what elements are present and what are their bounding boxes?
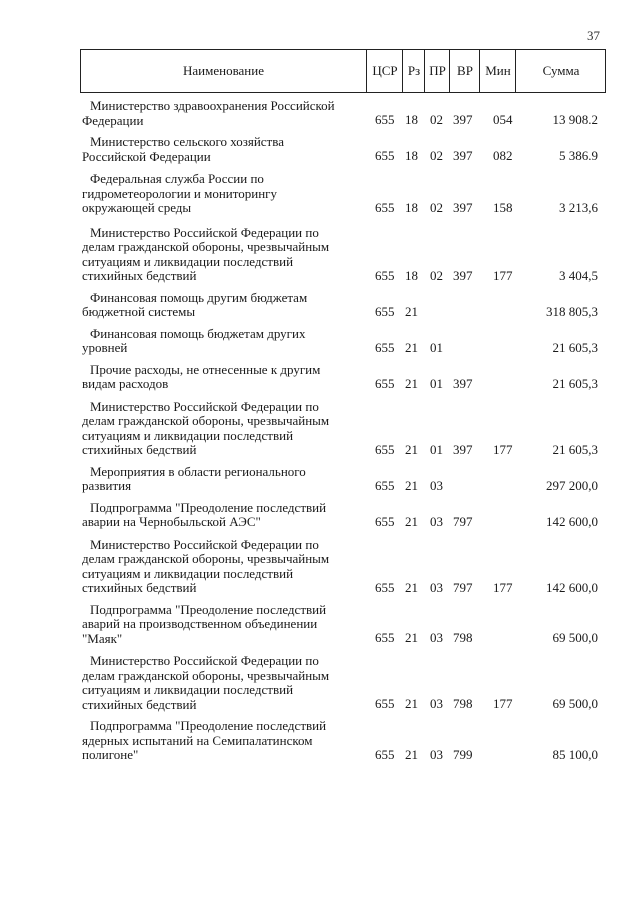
row-name-line: Прочие расходы, не отнесенные к другим xyxy=(90,361,321,377)
row-name-line: ситуациям и ликвидации последствий xyxy=(82,565,294,581)
cell-sum: 5 386.9 xyxy=(559,148,598,163)
row-name-line: Федерации xyxy=(82,112,144,128)
row-name-line: Финансовая помощь другим бюджетам xyxy=(90,289,308,305)
row-name-line: Министерство Российской Федерации по xyxy=(90,224,319,240)
cell-csr: 655 xyxy=(375,199,395,215)
table-row xyxy=(80,361,606,392)
row-name-line: Финансовая помощь бюджетам других xyxy=(90,325,306,341)
table-row xyxy=(80,398,606,458)
cell-vr: 397 xyxy=(453,267,473,283)
cell-vr: 397 xyxy=(453,112,473,127)
cell-rz: 21 xyxy=(405,579,418,595)
cell-pr: 02 xyxy=(430,112,443,127)
cell-vr: 397 xyxy=(453,199,473,215)
cell-rz: 18 xyxy=(405,148,418,163)
cell-sum: 13 908.2 xyxy=(552,112,598,127)
cell-sum: 21 605,3 xyxy=(552,375,598,391)
page-number: 37 xyxy=(587,28,600,43)
cell-rz: 21 xyxy=(405,303,418,319)
cell-sum: 3 213,6 xyxy=(559,199,598,215)
cell-min: 177 xyxy=(493,696,513,711)
cell-vr: 799 xyxy=(453,746,473,762)
cell-pr: 03 xyxy=(430,746,443,762)
cell-rz: 21 xyxy=(405,441,418,457)
cell-pr: 01 xyxy=(430,339,443,355)
row-name-line: "Маяк" xyxy=(82,630,123,646)
header-sum: Сумма xyxy=(515,50,606,92)
table-row xyxy=(80,652,606,712)
row-name-line: полигоне" xyxy=(82,747,139,762)
cell-pr: 01 xyxy=(430,441,443,457)
cell-rz: 21 xyxy=(405,696,418,711)
cell-csr: 655 xyxy=(375,696,395,711)
table-row xyxy=(80,601,606,647)
cell-sum: 318 805,3 xyxy=(546,303,598,319)
cell-min: 054 xyxy=(493,112,513,127)
header-rz: Рз xyxy=(402,50,425,92)
cell-sum: 21 605,3 xyxy=(552,441,598,457)
cell-csr: 655 xyxy=(375,375,395,391)
cell-csr: 655 xyxy=(375,746,395,762)
row-name-line: Министерство Российской Федерации по xyxy=(90,653,319,668)
cell-vr: 397 xyxy=(453,375,473,391)
cell-pr: 02 xyxy=(430,267,443,283)
header-csr: ЦСР xyxy=(366,50,403,92)
row-name-line: Министерство здравоохранения Российской xyxy=(90,98,335,113)
row-name-line: стихийных бедствий xyxy=(82,696,197,712)
row-name-line: бюджетной системы xyxy=(82,304,196,319)
row-name-line: делам гражданской обороны, чрезвычайным xyxy=(82,413,330,428)
cell-rz: 21 xyxy=(405,630,418,645)
row-name-line: ситуациям и ликвидации последствий xyxy=(82,427,294,443)
cell-csr: 655 xyxy=(375,112,395,127)
cell-sum: 142 600,0 xyxy=(546,579,598,595)
row-name-line: стихийных бедствий xyxy=(82,442,197,457)
row-name-line: гидрометеорологии и мониторингу xyxy=(82,185,278,201)
row-name-line: делам гражданской обороны, чрезвычайным xyxy=(82,239,330,254)
cell-csr: 655 xyxy=(375,513,395,529)
cell-csr: 655 xyxy=(375,477,395,493)
cell-vr: 798 xyxy=(453,630,473,645)
cell-rz: 21 xyxy=(405,746,418,762)
cell-pr: 01 xyxy=(430,375,443,391)
row-name-line: Министерство сельского хозяйства xyxy=(90,134,284,149)
cell-csr: 655 xyxy=(375,441,395,457)
header-min: Мин xyxy=(479,50,516,92)
row-name-line: Российской Федерации xyxy=(82,148,211,164)
row-name-line: аварий на производственном объединении xyxy=(82,616,318,631)
row-name-line: Подпрограмма "Преодоление последствий xyxy=(90,601,327,617)
cell-vr: 397 xyxy=(453,148,473,163)
row-name-line: делам гражданской обороны, чрезвычайным xyxy=(82,667,330,683)
table-row xyxy=(80,499,606,530)
cell-sum: 297 200,0 xyxy=(546,477,598,493)
cell-csr: 655 xyxy=(375,148,395,163)
cell-min: 177 xyxy=(493,441,513,457)
cell-csr: 655 xyxy=(375,303,395,319)
cell-pr: 03 xyxy=(430,630,443,645)
table-row xyxy=(80,224,606,284)
cell-sum: 21 605,3 xyxy=(552,339,598,355)
cell-vr: 798 xyxy=(453,696,473,711)
table-row xyxy=(80,717,606,763)
table-header xyxy=(80,49,606,93)
cell-rz: 21 xyxy=(405,375,418,391)
cell-pr: 03 xyxy=(430,477,443,493)
cell-pr: 02 xyxy=(430,148,443,163)
header-vr: ВР xyxy=(449,50,480,92)
cell-csr: 655 xyxy=(375,339,395,355)
cell-csr: 655 xyxy=(375,630,395,645)
cell-pr: 03 xyxy=(430,696,443,711)
row-name-line: Подпрограмма "Преодоление последствий xyxy=(90,499,327,515)
header-name: Наименование xyxy=(183,62,264,78)
cell-sum: 142 600,0 xyxy=(546,513,598,529)
cell-pr: 03 xyxy=(430,579,443,595)
row-name-line: делам гражданской обороны, чрезвычайным xyxy=(82,551,330,566)
cell-vr: 797 xyxy=(453,579,473,595)
row-name-line: аварии на Чернобыльской АЭС" xyxy=(82,514,261,529)
cell-min: 177 xyxy=(493,267,513,283)
table-row xyxy=(80,463,606,494)
cell-sum: 3 404,5 xyxy=(559,267,598,283)
row-name-line: Федеральная служба России по xyxy=(90,171,264,186)
row-name-line: Мероприятия в области регионального xyxy=(90,463,306,479)
table-row xyxy=(80,133,606,164)
cell-min: 082 xyxy=(493,148,513,163)
row-name-line: стихийных бедствий xyxy=(82,268,197,283)
cell-rz: 18 xyxy=(405,112,418,127)
row-name-line: стихийных бедствий xyxy=(82,580,197,595)
cell-sum: 69 500,0 xyxy=(552,696,598,711)
cell-sum: 85 100,0 xyxy=(552,746,598,762)
row-name-line: ядерных испытаний на Семипалатинском xyxy=(82,732,313,748)
row-name-line: развития xyxy=(82,478,132,493)
row-name-line: Подпрограмма "Преодоление последствий xyxy=(90,718,327,733)
cell-min: 177 xyxy=(493,579,513,595)
cell-rz: 21 xyxy=(405,339,418,355)
table-row xyxy=(80,97,606,128)
table-body xyxy=(80,97,606,763)
table-row xyxy=(80,170,606,216)
row-name-line: уровней xyxy=(82,340,128,355)
cell-rz: 18 xyxy=(405,199,418,215)
cell-csr: 655 xyxy=(375,579,395,595)
row-name-line: видам расходов xyxy=(82,376,169,391)
row-name-line: ситуациям и ликвидации последствий xyxy=(82,253,294,269)
row-name-line: окружающей среды xyxy=(82,200,192,215)
cell-vr: 797 xyxy=(453,513,473,529)
table-row xyxy=(80,325,606,356)
cell-vr: 397 xyxy=(453,441,473,457)
cell-min: 158 xyxy=(493,199,513,215)
cell-pr: 03 xyxy=(430,513,443,529)
budget-table xyxy=(80,49,606,763)
cell-rz: 18 xyxy=(405,267,418,283)
row-name-line: ситуациям и ликвидации последствий xyxy=(82,682,294,697)
row-name-line: Министерство Российской Федерации по xyxy=(90,398,319,414)
cell-csr: 655 xyxy=(375,267,395,283)
row-name-line: Министерство Российской Федерации по xyxy=(90,536,319,552)
cell-rz: 21 xyxy=(405,513,418,529)
cell-pr: 02 xyxy=(430,199,443,215)
table-row xyxy=(80,289,606,320)
cell-sum: 69 500,0 xyxy=(552,630,598,645)
header-pr: ПР xyxy=(424,50,450,92)
cell-rz: 21 xyxy=(405,477,418,493)
table-row xyxy=(80,536,606,596)
